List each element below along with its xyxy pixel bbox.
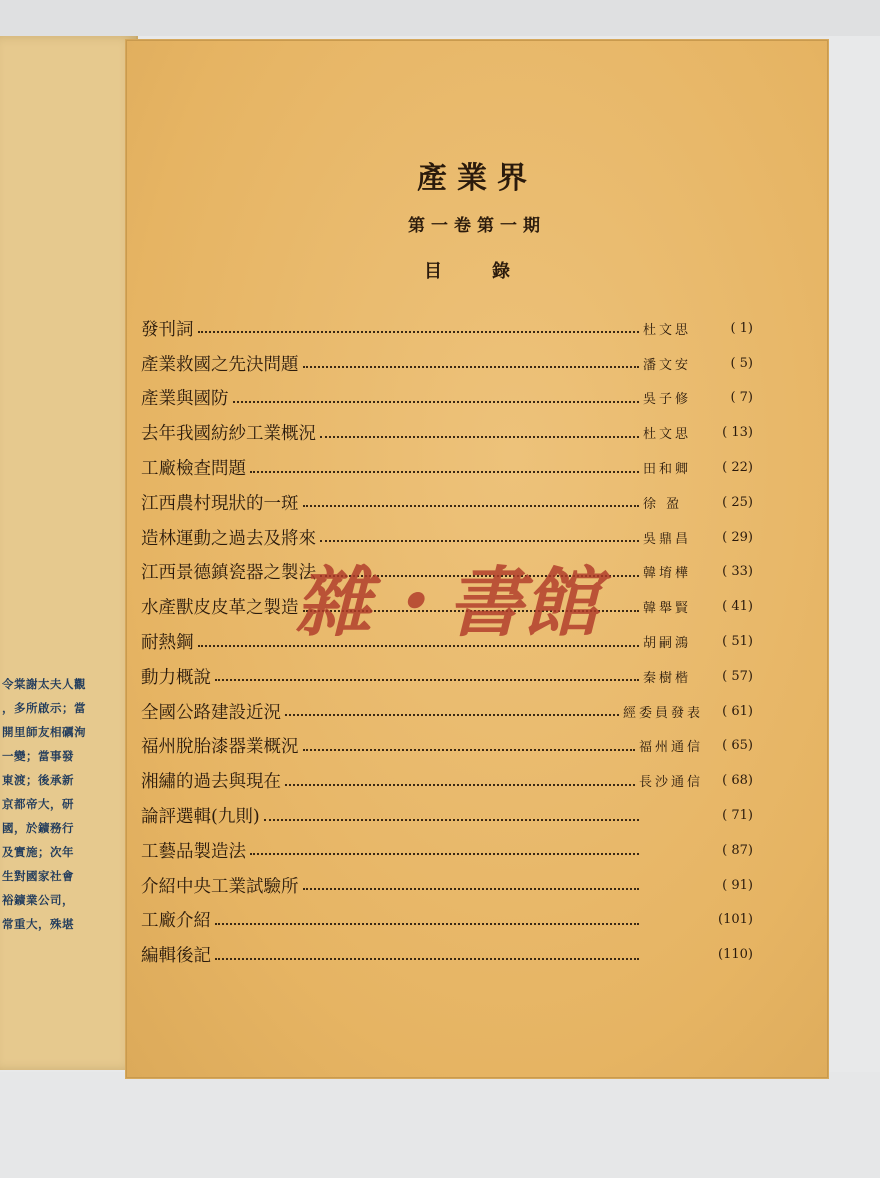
left-page-line: 及實施；次年 (2, 845, 74, 859)
toc-leader-dots (303, 505, 640, 507)
left-page-line: 東渡；後承新 (2, 773, 74, 787)
toc-entry-page: ( 33) (722, 564, 753, 580)
toc-entry-author: 杜文思 (643, 322, 692, 338)
toc-entry-title: 造林運動之過去及將來 (141, 528, 316, 549)
toc-entry-page: ( 5) (730, 355, 753, 371)
toc-entry-author: 長沙通信 (638, 775, 703, 791)
toc-entry-page: ( 68) (722, 773, 753, 789)
left-page (0, 36, 138, 1070)
toc-entry-page: ( 61) (722, 703, 753, 719)
toc-entry (141, 868, 753, 903)
toc-entry-title: 江西農村現狀的一斑 (141, 493, 299, 514)
toc-entry-page: ( 65) (722, 738, 753, 754)
toc-entry-title: 福州脫胎漆器業概況 (141, 737, 299, 758)
toc-entry-author: 韓堉樺 (643, 566, 692, 582)
toc-entry-author: 吳子修 (643, 392, 692, 408)
toc-entry (141, 763, 753, 798)
toc-entry-page: ( 1) (730, 320, 753, 336)
toc-entry-title: 介紹中央工業試驗所 (141, 876, 299, 897)
toc-leader-dots (250, 471, 639, 473)
toc-entry-title: 湘繡的過去與現在 (141, 772, 281, 793)
toc-entry-page: ( 13) (722, 425, 753, 441)
toc-entry-title: 江西景德鎮瓷器之製法 (141, 563, 316, 584)
toc-entry-author: 吳鼎昌 (643, 531, 692, 547)
toc-entry-page: ( 87) (722, 842, 753, 858)
toc-entry-title: 編輯後記 (141, 946, 211, 967)
toc-entry-page: ( 25) (722, 494, 753, 510)
magazine-title: 產業界 (417, 161, 537, 196)
toc-entry (141, 937, 753, 972)
toc-entry-author: 胡嗣鴻 (643, 636, 692, 652)
toc-entry-author: 經委員發表 (622, 705, 703, 721)
toc-entry-title: 論評選輯(九則) (141, 807, 260, 828)
toc-leader-dots (233, 401, 640, 403)
toc-entry-author: 秦樹楷 (643, 670, 692, 686)
toc-entry-page: ( 41) (722, 599, 753, 615)
scan-background-top (0, 0, 880, 36)
toc-entry-page: ( 22) (722, 460, 753, 476)
toc-entry-page: ( 51) (722, 634, 753, 650)
toc-leader-dots (250, 853, 639, 855)
toc-leader-dots (320, 540, 639, 542)
toc-leader-dots (198, 331, 640, 333)
toc-entry (141, 450, 753, 485)
left-page-line: 一變；當事發 (2, 749, 74, 763)
toc-entry-title: 全國公路建設近況 (141, 702, 281, 723)
contents-heading: 目錄 (424, 261, 560, 282)
toc-entry-title: 動力概說 (141, 667, 211, 688)
toc-entry-title: 工廠檢查問題 (141, 459, 246, 480)
toc-entry-page: (101) (718, 912, 753, 928)
toc-leader-dots (303, 749, 635, 751)
toc-entry-page: ( 29) (722, 529, 753, 545)
toc-entry (141, 694, 753, 729)
toc-entry-author: 田和卿 (643, 462, 692, 478)
toc-entry-author: 杜文思 (643, 427, 692, 443)
left-page-line: 京都帝大，研 (2, 797, 74, 811)
toc-entry (141, 346, 753, 381)
toc-entry-author: 韓舉賢 (643, 601, 692, 617)
toc-entry (141, 381, 753, 416)
left-page-line: 開里師友相礪洵 (2, 725, 86, 739)
toc-entry-title: 產業救國之先決問題 (141, 354, 299, 375)
toc-entry-title: 工藝品製造法 (141, 841, 246, 862)
toc-leader-dots (215, 923, 639, 925)
left-page-line: 生對國家社會 (2, 869, 74, 883)
toc-entry-page: ( 71) (722, 808, 753, 824)
scan-background-bottom (0, 1072, 880, 1178)
toc-entry (141, 415, 753, 450)
toc-entry (141, 903, 753, 938)
toc-entry-title: 去年我國紡紗工業概況 (141, 424, 316, 445)
toc-leader-dots (285, 784, 635, 786)
toc-leader-dots (215, 679, 639, 681)
toc-entry-title: 發刊詞 (141, 319, 194, 340)
toc-entry-page: (110) (718, 947, 753, 963)
toc-leader-dots (303, 366, 640, 368)
toc-entry-page: ( 91) (722, 877, 753, 893)
toc-entry-author: 徐 盈 (643, 496, 683, 512)
toc-leader-dots (285, 714, 619, 716)
toc-entry-title: 水產獸皮皮革之製造 (141, 598, 299, 619)
toc-entry (141, 311, 753, 346)
toc-leader-dots (303, 888, 640, 890)
left-page-line: 常重大，殊堪 (2, 917, 74, 931)
library-stamp (277, 543, 617, 653)
toc-entry-author: 潘文安 (643, 357, 692, 373)
toc-entry (141, 798, 753, 833)
left-page-line: 裕鑛業公司， (2, 893, 74, 907)
toc-entry-title: 工廠介紹 (141, 911, 211, 932)
toc-entry (141, 659, 753, 694)
toc-entry-page: ( 57) (722, 668, 753, 684)
left-page-line: 令棠謝太夫人觀 (2, 677, 86, 691)
toc-entry-author: 福州通信 (638, 740, 703, 756)
contents-page (126, 40, 828, 1078)
toc-entry-title: 耐熱鋼 (141, 633, 194, 654)
toc-leader-dots (264, 819, 639, 821)
left-page-text (2, 676, 122, 940)
toc-leader-dots (215, 958, 639, 960)
toc-entry-title: 產業與國防 (141, 389, 229, 410)
toc-entry (141, 729, 753, 764)
toc-entry (141, 485, 753, 520)
toc-entry-page: ( 7) (730, 390, 753, 406)
left-page-line: ，多所啟示；當 (2, 701, 86, 715)
library-stamp-text: 雜・書館 (295, 558, 599, 647)
toc-entry (141, 833, 753, 868)
left-page-line: 國，於鑛務行 (2, 821, 74, 835)
issue-label: 第一卷第一期 (408, 216, 546, 236)
toc-leader-dots (320, 436, 639, 438)
